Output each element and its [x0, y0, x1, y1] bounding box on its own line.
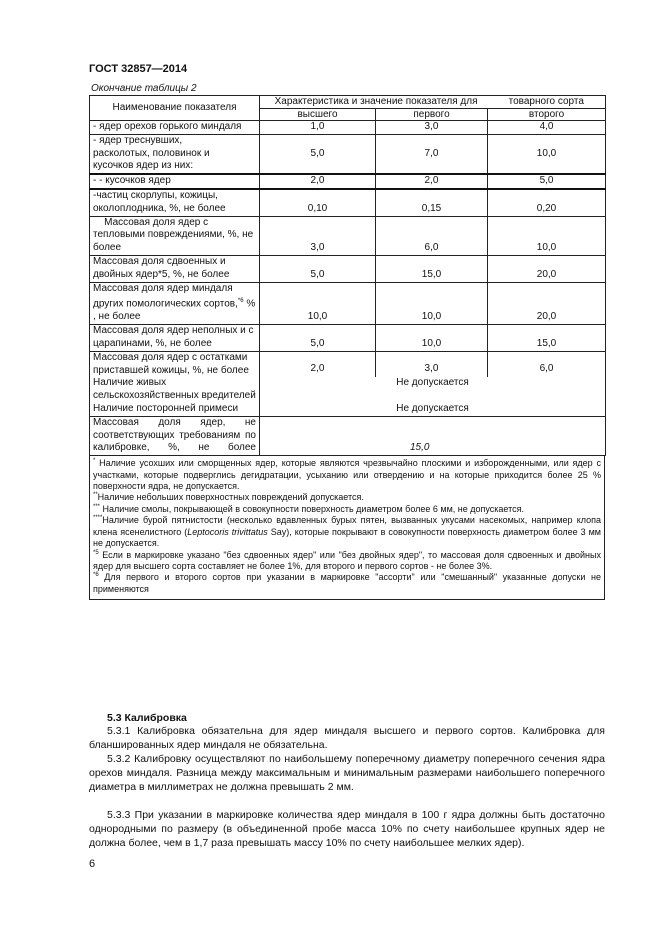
row-value: 10,0 [488, 216, 606, 255]
row-value: 7,0 [376, 134, 488, 174]
table-row [90, 121, 606, 135]
row-value: 20,0 [488, 255, 606, 282]
footnote: *** Наличие смолы, покрывающей в совокупности поверхность диаметром более 6 мм, не допускается. [93, 503, 525, 514]
row-value: 3,0 [376, 351, 488, 377]
row-name: - ядер треснувших, расколотых, половинок и кусочков ядер из них: [93, 134, 210, 172]
table-row [90, 255, 606, 282]
row-name: Массовая доля ядер с остатками приставшей кожицы, %, не более [90, 351, 260, 377]
footnote: $^{*5}$ Если в маркировке указано "без сдвоенных ядер" или "без двойных ядер", то массовая доля сдвоенных и двойных ядер для высшего сорта составляет не более 1%, для второго и первого сортов - не более 3%. [93, 549, 601, 571]
document-header: ГОСТ 32857—2014 [89, 63, 188, 75]
table-row [90, 174, 606, 189]
row-name: Наличие живых сельскохозяйственных вредителей [90, 377, 260, 403]
footnote: ****Наличие бурой пятнистости (несколько вдавленных бурых пятен, вызванных укусами насекомых, например клопа клена ясенелистного (Leptocoris trivittatus Say), которые покрывают в совокупности поверхность диаметром более 3 мм не допускается. [93, 515, 601, 549]
row-value: 3,0 [376, 121, 488, 135]
row-merged-value: Не допускается [260, 403, 606, 416]
table-row [90, 216, 606, 255]
row-name: Массовая доля ядер с тепловыми повреждениями, %, не более [90, 216, 260, 255]
row-value: 0,10 [260, 189, 376, 216]
row-name: Массовая доля сдвоенных и двойных ядер*5, %, не более [90, 255, 260, 282]
table-row [90, 134, 606, 174]
col-name-header: Наименование показателя [90, 96, 260, 121]
table-row [90, 351, 606, 377]
row-name: - ядер орехов горького миндаля [90, 121, 260, 135]
row-name: Наличие посторонней примеси [90, 403, 260, 416]
paragraph-5-3-3: 5.3.3 При указании в маркировке количества ядер миндаля в 100 г ядра должны быть достаточно однородными по размеру (в объединенной пробе масса 10% по счету наибольшее крупных ядер не должна более, чем в 1,7 раза превышать массу 10% по счету наибольшее мелких ядер). [89, 809, 605, 849]
row-name: Массовая доля ядер неполных и с царапинами, %, не более [90, 325, 260, 352]
table-row [90, 377, 606, 403]
row-value: 10,0 [260, 282, 376, 325]
row-value: 10,0 [488, 134, 606, 174]
row-value: 0,20 [488, 189, 606, 216]
grade-header-1: высшего [260, 108, 376, 121]
row-value: 2,0 [260, 174, 376, 189]
quality-table [89, 95, 605, 600]
row-value: 10,0 [376, 282, 488, 325]
row-value: 6,0 [488, 351, 606, 377]
section-title: 5.3 Калибровка [107, 712, 187, 724]
footnote: **Наличие небольших поверхностных повреждений допускается. [93, 492, 364, 503]
table-caption: Окончание таблицы 2 [91, 83, 197, 94]
row-value: 4,0 [488, 121, 606, 135]
row-value: 1,0 [260, 121, 376, 135]
row-value: 15,0 [488, 325, 606, 352]
char-header-2: товарного сорта [488, 96, 606, 109]
paragraph-5-3-2: 5.3.2 Калибровку осуществляют по наибольшему поперечному диаметру поперечного сечения ядра орехов миндаля. Разница между максимальным и минимальным размерами наибольшего поперечного диаметра в миллиметрах не должна превышать 2 мм. [89, 753, 605, 793]
row-value: 5,0 [260, 134, 376, 174]
row-value: 5,0 [260, 255, 376, 282]
row-value: 3,0 [260, 216, 376, 255]
row-name: Массовая доля ядер миндаля других помологических сортов,$^{*6}$ % , не более [90, 282, 260, 325]
page-number: 6 [89, 858, 96, 870]
row-name: -частиц скорлупы, кожицы, околоплодника, %, не более [90, 189, 260, 216]
row-name: Массовая доля ядер, не соответствующих требованиям по калибровке, %, не более [90, 416, 260, 455]
table-row [90, 403, 606, 416]
table-row [90, 189, 606, 216]
row-value: 5,0 [488, 174, 606, 189]
row-value: 2,0 [260, 351, 376, 377]
row-name: - - кусочков ядер [90, 174, 260, 189]
row-value: 20,0 [488, 282, 606, 325]
table-footnotes [89, 456, 605, 600]
row-value: 2,0 [376, 174, 488, 189]
row-value: 6,0 [376, 216, 488, 255]
row-merged-value: Не допускается [260, 377, 606, 403]
grade-header-3: второго [488, 108, 606, 121]
table-row [90, 416, 606, 455]
row-value: 15,0 [376, 255, 488, 282]
paragraph-5-3-1: 5.3.1 Калибровка обязательна для ядер миндаля высшего и первого сортов. Калибровка для бланшированных ядер миндаля не обязательна. [89, 725, 605, 751]
grade-header-2: первого [376, 108, 488, 121]
table-row [90, 325, 606, 352]
row-value: 10,0 [376, 325, 488, 352]
table-row [90, 282, 606, 325]
row-value: 15,0 [260, 416, 606, 455]
char-header-1: Характеристика и значение показателя для [260, 96, 488, 109]
footnote: $^{*6}$ Для первого и второго сортов при указании в маркировке "ассорти" или "смешанный" указанные допуски не применяются [93, 572, 601, 594]
row-value: 0,15 [376, 189, 488, 216]
footnote: * Наличие усохших или сморщенных ядер, которые являются чрезвычайно плоскими и изборожденными, или ядер с участками, которые подверглись дегидратации, усыханию или отвердению и на которые приходится более 25 % поверхности ядра, не допускается. [93, 458, 601, 492]
row-value: 5,0 [260, 325, 376, 352]
